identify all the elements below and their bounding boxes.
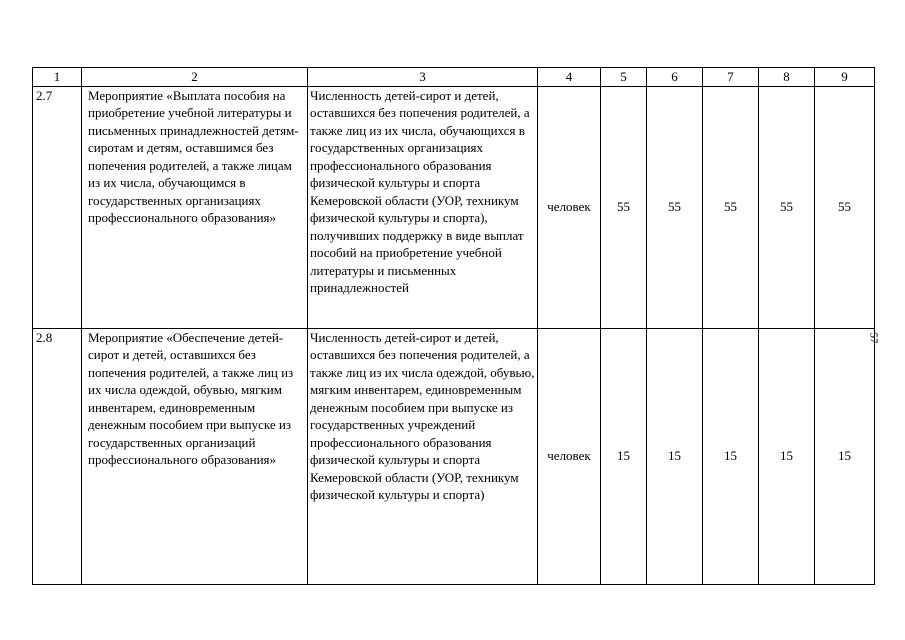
header-cell: 8: [759, 68, 815, 87]
row-number: 2.8: [33, 328, 82, 584]
event-cell: Мероприятие «Обеспечение детей-сирот и детей, оставшихся без попечения родителей, а также лиц из их числа одеждой, обувью, мягким инвентарем, единовременным денежным пособием при выпуске из государственных организаций профессионального образования»: [82, 328, 308, 584]
unit-cell: человек: [538, 328, 601, 584]
header-cell: 2: [82, 68, 308, 87]
value-cell: 15: [601, 328, 647, 584]
value-cell: 55: [815, 86, 875, 328]
header-cell: 5: [601, 68, 647, 87]
value-cell: 15: [703, 328, 759, 584]
header-cell: 6: [647, 68, 703, 87]
event-cell: Мероприятие «Выплата пособия на приобретение учебной литературы и письменных принадлежностей детям-сиротам и детям, оставшимся без попечения родителей, а также лицам из их числа, обучающимся в государственных организациях профессионального образования»: [82, 86, 308, 328]
value-cell: 55: [647, 86, 703, 328]
header-cell: 4: [538, 68, 601, 87]
value-cell: 55: [703, 86, 759, 328]
indicator-cell: Численность детей-сирот и детей, оставшихся без попечения родителей, а также лиц из их числа одеждой, обувью, мягким инвентарем, единовременным денежным пособием при выпуске из государственных учреждений профессионального образования физической культуры и спорта Кемеровской области (УОР, техникум физической культуры и спорта): [308, 328, 538, 584]
table-row: [33, 86, 875, 328]
row-number: 2.7: [33, 86, 82, 328]
value-cell: 15: [647, 328, 703, 584]
data-table: [32, 67, 875, 585]
header-cell: 1: [33, 68, 82, 87]
indicator-cell: Численность детей-сирот и детей, оставшихся без попечения родителей, а также лиц из их числа, обучающихся в государственных организациях профессионального образования физической культуры и спорта Кемеровской области (УОР, техникум физической культуры и спорта), получивших поддержку в виде выплат пособий на приобретение учебной литературы и письменных принадлежностей: [308, 86, 538, 328]
value-cell: 15: [759, 328, 815, 584]
value-cell: 15: [815, 328, 875, 584]
header-row: [33, 68, 875, 87]
value-cell: 55: [759, 86, 815, 328]
value-cell: 55: [601, 86, 647, 328]
header-cell: 3: [308, 68, 538, 87]
unit-cell: человек: [538, 86, 601, 328]
table-row: [33, 328, 875, 584]
page-number: 57: [867, 332, 880, 344]
header-cell: 7: [703, 68, 759, 87]
header-cell: 9: [815, 68, 875, 87]
